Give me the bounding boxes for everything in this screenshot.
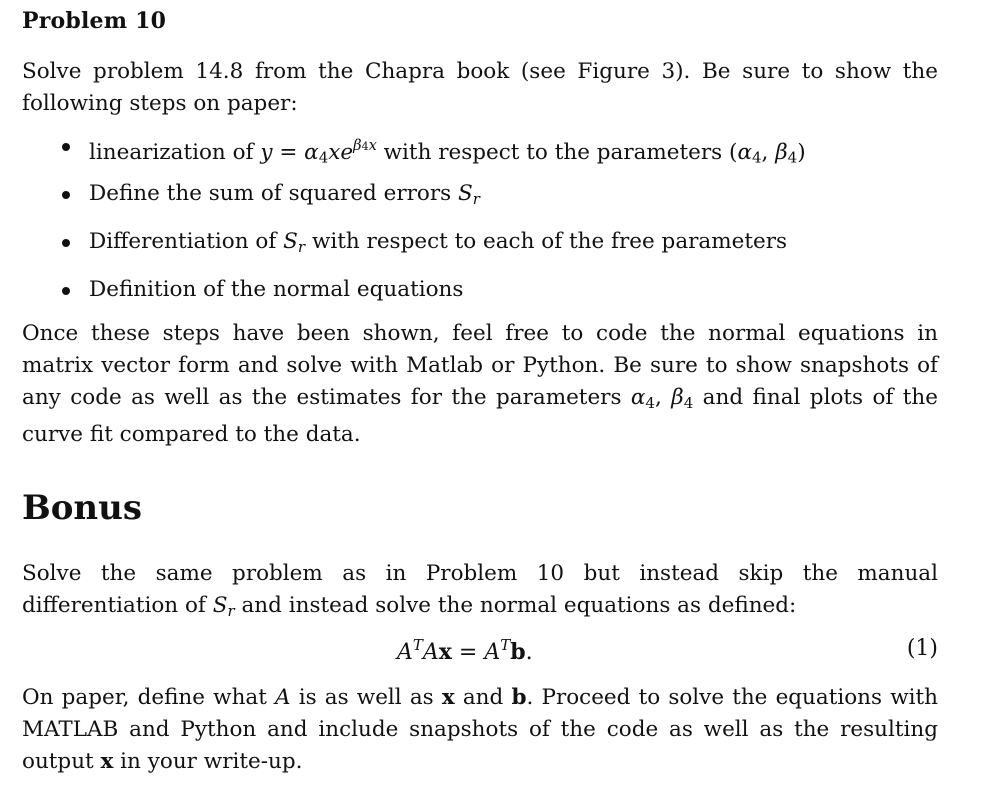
equation-body: $A^TAx = A^Tb$. [397, 636, 533, 665]
steps-list [62, 130, 938, 322]
list-item [62, 226, 938, 274]
bullet-icon [62, 143, 70, 151]
bonus-outro: On paper, define what A is as well as x and b. Proceed to solve the equations with MATLAB and Python and include snapshots of the code as well as the resulting output x in your write-up. [22, 685, 938, 774]
list-item-text: Define the sum of squared errors $S_r$ [89, 181, 480, 208]
equation-number: (1) [906, 636, 938, 661]
bonus-heading: Bonus [22, 488, 142, 528]
normal-equation [22, 634, 938, 670]
problem-closing: Once these steps have been shown, feel free to code the normal equations in matrix vector form and solve with Matlab or Python. Be sure to show snapshots of any code as well as the estimates for the parameters $\alpha_4$, $\beta_4$ and final plots of the curve fit compared to the data. [22, 321, 938, 447]
list-item-text: Differentiation of $S_r$ with respect to each of the free parameters [89, 229, 788, 256]
list-item [62, 178, 938, 226]
list-item [62, 274, 938, 322]
list-item-text: Definition of the normal equations [89, 277, 464, 302]
list-item [62, 130, 938, 178]
bonus-intro: Solve the same problem as in Problem 10 but instead skip the manual differentiation of $S_r$ and instead solve the normal equations as defined: [22, 561, 938, 620]
bullet-icon [62, 239, 70, 247]
problem-intro: Solve problem 14.8 from the Chapra book (see Figure 3). Be sure to show the following steps on paper: [22, 59, 938, 116]
list-item-text: linearization of $y = \alpha_4xe^{\beta 4x}$ with respect to the parameters ($\alpha_4$, $\beta_4$) [89, 137, 806, 167]
bullet-icon [62, 287, 70, 295]
problem-heading: Problem 10 [22, 8, 167, 34]
bullet-icon [62, 191, 70, 199]
